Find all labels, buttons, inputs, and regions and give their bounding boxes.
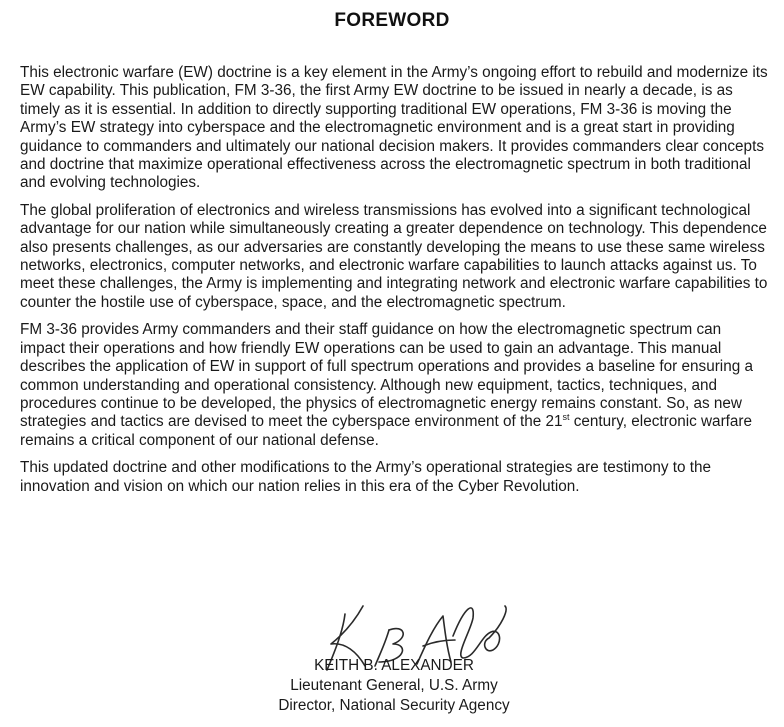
paragraph-3 [20,321,768,450]
page-title: FOREWORD [334,10,450,31]
paragraph-4: This updated doctrine and other modifications to the Army’s operational strategies are testimony to the innovation and vision on which our nation relies in this era of the Cyber Revolution. [20,459,712,495]
paragraph-1: This electronic warfare (EW) doctrine is a key element in the Army’s ongoing effort to rebuild and modernize its EW capability. This publication, FM 3-36, the first Army EW doctrine to be issued in nearly a decade, is as timely as it is essential. In addition to directly supporting traditional EW operations, FM 3-36 is moving the Army’s EW strategy into cyberspace and the electromagnetic environment and is a great start in providing guidance to commanders and ultimately our national decision makers. It provides commanders clear concepts and doctrine that maximize operational effectiveness across the electromagnetic spectrum in both traditional and evolving technologies. [20,64,768,192]
ordinal-superscript: st [562,412,570,423]
foreword-body [20,64,768,505]
paragraph-3-text: FM 3-36 provides Army commanders and their staff guidance on how the electromagnetic spectrum can impact their operations and how friendly EW operations can be used to gain an advantage. This manual describes the application of EW in support of full spectrum operations and provides a baseline for ensuring a common understanding and operational consistency. Although new equipment, tactics, techniques, and procedures continue to be developed, the physics of electromagnetic energy remains constant. So, as new strategies and tactics are devised to meet the cyberspace environment of the 21 [20,321,753,431]
signature-block [0,656,784,716]
paragraph-3-text-end: century, electronic warfare remains a critical component of our national defense. [20,413,753,449]
paragraph-2: The global proliferation of electronics and wireless transmissions has evolved into a significant technological advantage for our nation while simultaneously creating a greater dependence on technology. This dependence also presents challenges, as our adversaries are constantly developing the means to use these same wireless networks, electronics, computer networks, and electronic warfare capabilities to launch attacks against us. To meet these challenges, the Army is implementing and integrating network and electronic warfare capabilities to counter the hostile use of cyberspace, space, and the electromagnetic spectrum. [20,201,768,311]
signer-rank: Lieutenant General, U.S. Army [290,677,498,694]
signer-position: Director, National Security Agency [278,697,510,714]
signer-name: KEITH B. ALEXANDER [314,657,474,674]
